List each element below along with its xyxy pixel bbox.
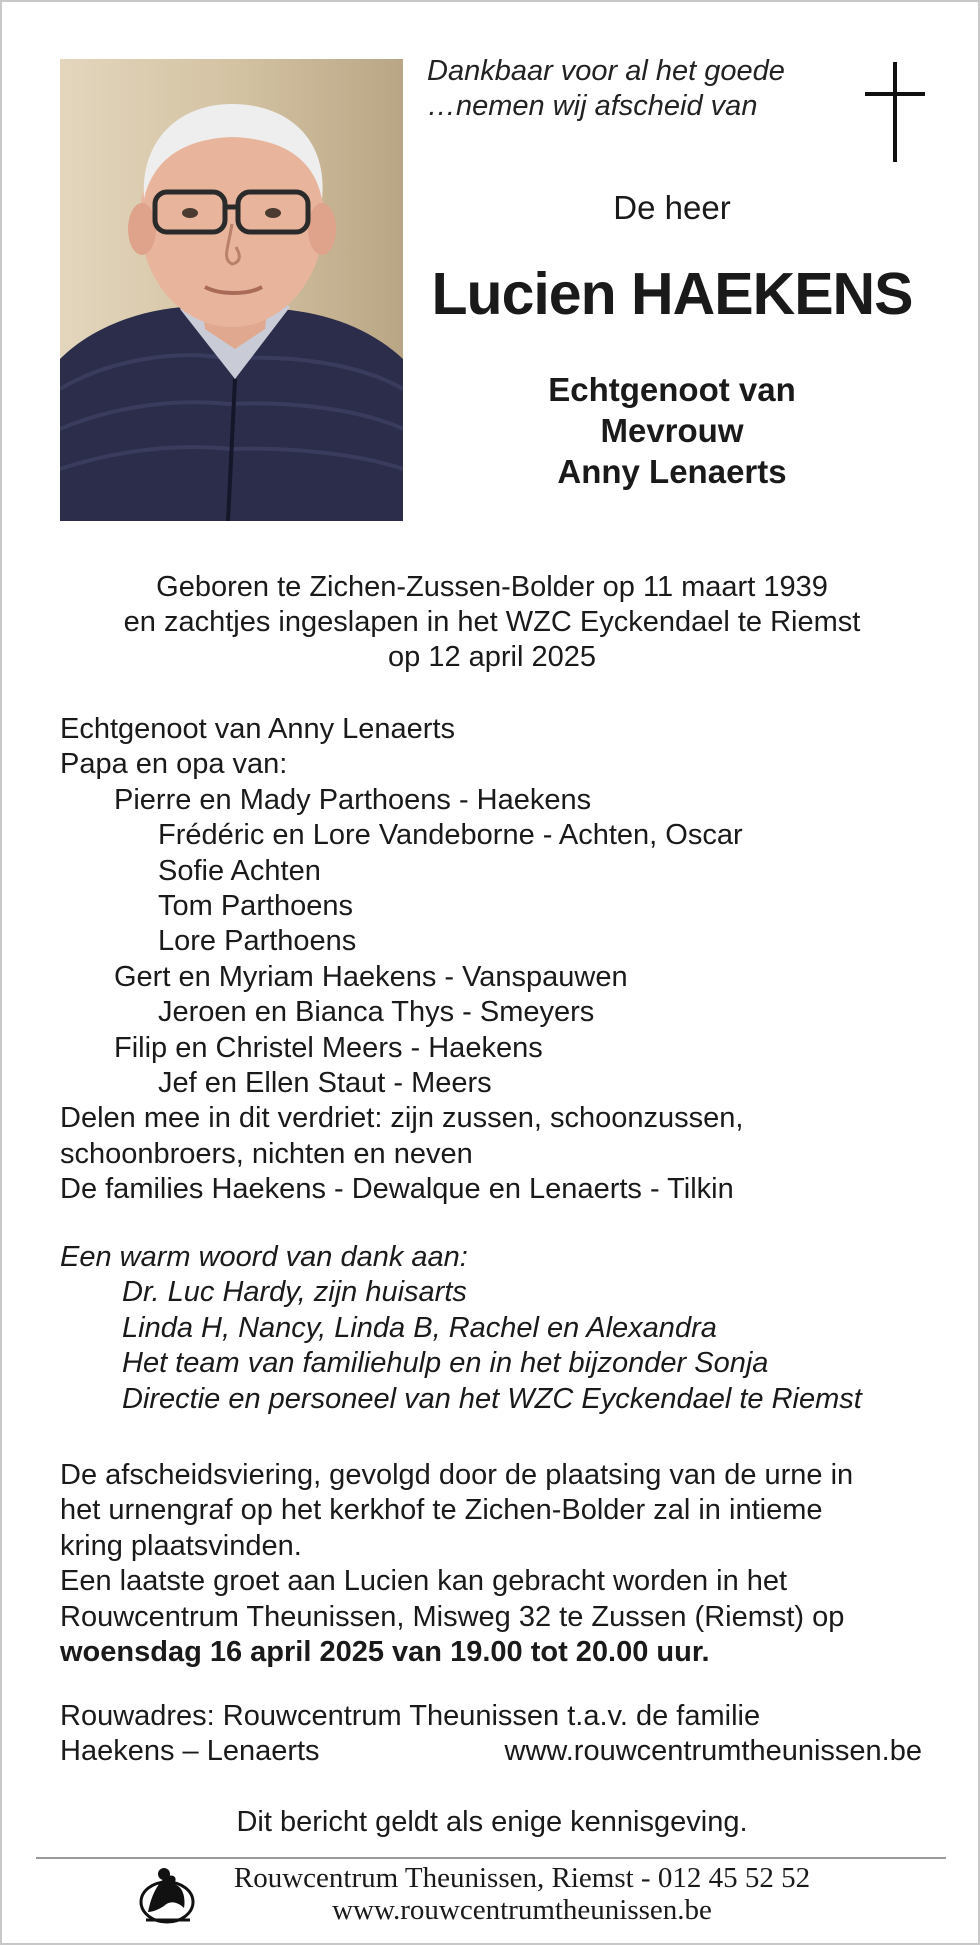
thanks-item: Directie en personeel van het WZC Eyckendael te Riemst [122, 1382, 862, 1415]
ceremony-line: De afscheidsviering, gevolgd door de plaatsing van de urne in [60, 1459, 854, 1491]
intro-text [427, 54, 847, 124]
cross-icon [862, 62, 928, 162]
family-grandchild: Jeroen en Bianca Thys - Smeyers [158, 996, 595, 1029]
funeral-home-logo-icon [134, 1862, 200, 1928]
family-families: De families Haekens - Dewalque en Lenaerts - Tilkin [60, 1173, 734, 1206]
birth-death-text [62, 570, 922, 675]
ceremony-line: Een laatste groet aan Lucien kan gebracht worden in het [60, 1565, 788, 1598]
family-grandchild: Jef en Ellen Staut - Meers [158, 1067, 492, 1100]
footer-divider [36, 1857, 946, 1859]
ceremony-line: het urnengraf op het kerkhof te Zichen-Bolder zal in intieme [60, 1494, 823, 1527]
spouse-line-1: Echtgenoot van [548, 371, 796, 408]
family-child-2: Gert en Myriam Haekens - Vanspauwen [114, 960, 628, 993]
thanks-intro: Een warm woord van dank aan: [60, 1241, 468, 1273]
family-grandchild: Sofie Achten [158, 854, 321, 887]
family-children-intro: Papa en opa van: [60, 748, 288, 781]
ceremony-section [60, 1458, 940, 1670]
notice-text: Dit bericht geldt als enige kennisgeving. [236, 1806, 748, 1838]
ceremony-line: Rouwcentrum Theunissen, Misweg 32 te Zussen (Riemst) op [60, 1600, 845, 1633]
ceremony-line: kring plaatsvinden. [60, 1529, 302, 1562]
family-grandchild: Frédéric en Lore Vandeborne - Achten, Oscar [158, 819, 743, 852]
address-line-2 [60, 1734, 922, 1769]
mourning-address [60, 1699, 922, 1770]
address-family: Haekens – Lenaerts [60, 1735, 320, 1768]
thanks-section [60, 1240, 940, 1417]
spouse-block [422, 369, 922, 492]
portrait-photo [60, 59, 403, 521]
family-list [60, 712, 940, 1208]
family-grandchild: Lore Parthoens [158, 925, 357, 958]
footer-contact: Rouwcentrum Theunissen, Riemst - 012 45 52 52 [233, 1862, 811, 1894]
visitation-datetime: woensdag 16 april 2025 van 19.00 tot 20.00 uur. [60, 1636, 710, 1669]
spouse-line-3: Anny Lenaerts [557, 453, 787, 490]
family-child-1: Pierre en Mady Parthoens - Haekens [114, 783, 592, 816]
family-share-line-1: Delen mee in dit verdriet: zijn zussen, schoonzussen, [60, 1102, 744, 1135]
family-spouse: Echtgenoot van Anny Lenaerts [60, 713, 456, 745]
family-child-3: Filip en Christel Meers - Haekens [114, 1031, 543, 1064]
death-line: en zachtjes ingeslapen in het WZC Eyckendael te Riemst [123, 606, 861, 638]
intro-line-1: Dankbaar voor al het goede [427, 55, 785, 87]
intro-line-2: …nemen wij afscheid van [427, 90, 758, 122]
address-website-link[interactable]: www.rouwcentrumtheunissen.be [504, 1735, 922, 1768]
family-grandchild: Tom Parthoens [158, 890, 354, 923]
address-line-1: Rouwadres: Rouwcentrum Theunissen t.a.v. de familie [60, 1700, 761, 1732]
birth-line: Geboren te Zichen-Zussen-Bolder op 11 maart 1939 [156, 571, 828, 603]
footer-website-link[interactable]: www.rouwcentrumtheunissen.be [332, 1894, 712, 1926]
spouse-line-2: Mevrouw [600, 412, 744, 449]
footer-text [202, 1862, 842, 1926]
portrait-illustration [60, 59, 403, 521]
family-share-line-2: schoonbroers, nichten en neven [60, 1137, 473, 1170]
thanks-item: Het team van familiehulp en in het bijzonder Sonja [122, 1347, 769, 1380]
death-date-line: op 12 april 2025 [388, 641, 596, 673]
thanks-item: Dr. Luc Hardy, zijn huisarts [122, 1276, 467, 1309]
deceased-name: Lucien HAEKENS [431, 261, 913, 327]
thanks-item: Linda H, Nancy, Linda B, Rachel en Alexandra [122, 1311, 717, 1344]
salutation: De heer [613, 189, 731, 226]
